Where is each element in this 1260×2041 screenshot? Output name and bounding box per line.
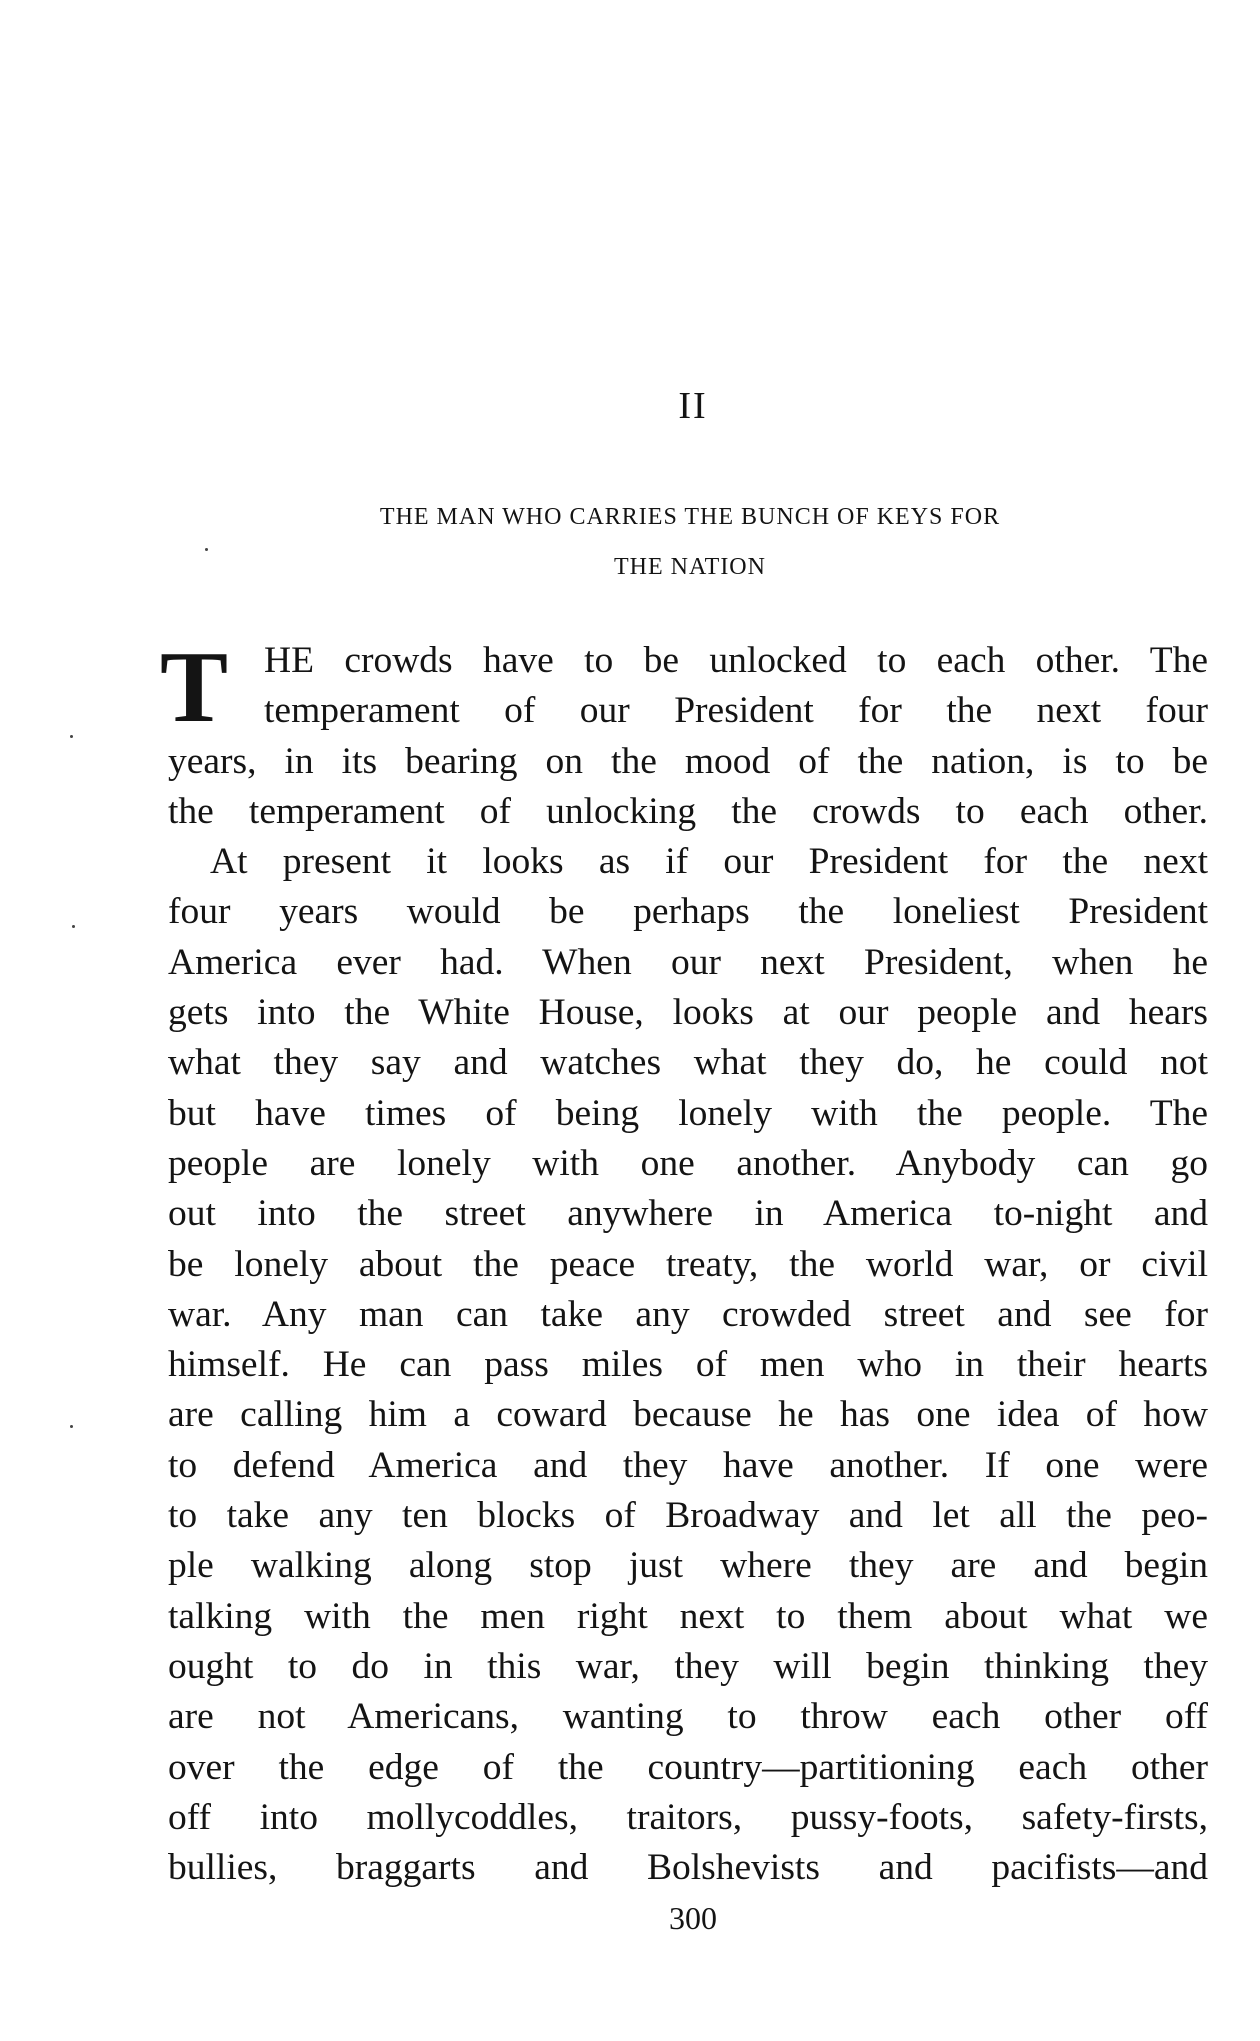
chapter-title (250, 492, 1130, 592)
text-line: are calling him a coward because he has one idea of how (168, 1394, 1208, 1436)
text-line: to take any ten blocks of Broadway and let all the peo- (168, 1495, 1208, 1537)
text-line: himself. He can pass miles of men who in their hearts (168, 1344, 1208, 1386)
chapter-title-line: THE NATION (614, 554, 766, 580)
text-line: temperament of our President for the next four (264, 690, 1208, 732)
text-line: talking with the men right next to them about what we (168, 1595, 1208, 1637)
text-line: gets into the White House, looks at our people and hears (168, 992, 1208, 1034)
print-speck (70, 1425, 73, 1428)
text-line: to defend America and they have another. If one were (168, 1444, 1208, 1486)
text-line: HE crowds have to be unlocked to each other. The (264, 640, 1208, 681)
text-line: the temperament of unlocking the crowds to each other. (168, 790, 1208, 832)
text-line: bullies, braggarts and Bolshevists and pacifists—and (168, 1847, 1208, 1889)
text-line: be lonely about the peace treaty, the world war, or civil (168, 1243, 1208, 1285)
text-line: years, in its bearing on the mood of the nation, is to be (168, 740, 1208, 782)
page-number: 300 (669, 1900, 717, 1936)
text-line: America ever had. When our next President, when he (168, 941, 1208, 983)
print-speck (72, 925, 75, 928)
text-line: ple walking along stop just where they are and begin (168, 1545, 1208, 1587)
chapter-number: II (678, 385, 708, 427)
text-line: At present it looks as if our President for the next (210, 841, 1208, 883)
text-line: out into the street anywhere in America to-night and (168, 1193, 1208, 1235)
text-line: but have times of being lonely with the people. The (168, 1092, 1208, 1134)
text-line: what they say and watches what they do, he could not (168, 1042, 1208, 1084)
text-line: people are lonely with one another. Anybody can go (168, 1142, 1208, 1184)
print-speck (205, 548, 208, 551)
text-line: war. Any man can take any crowded street and see for (168, 1293, 1208, 1335)
body-text (168, 636, 1208, 1893)
chapter-title-line: THE MAN WHO CARRIES THE BUNCH OF KEYS FOR (379, 504, 1001, 530)
text-line: off into mollycoddles, traitors, pussy-foots, safety-firsts, (168, 1796, 1208, 1838)
print-speck (70, 735, 73, 738)
text-line: ought to do in this war, they will begin thinking they (168, 1645, 1208, 1687)
text-line: over the edge of the country—partitioning each other (168, 1746, 1208, 1788)
text-line: are not Americans, wanting to throw each other off (168, 1696, 1208, 1738)
text-line: four years would be perhaps the loneliest President (168, 891, 1208, 933)
drop-cap: T (160, 631, 229, 744)
